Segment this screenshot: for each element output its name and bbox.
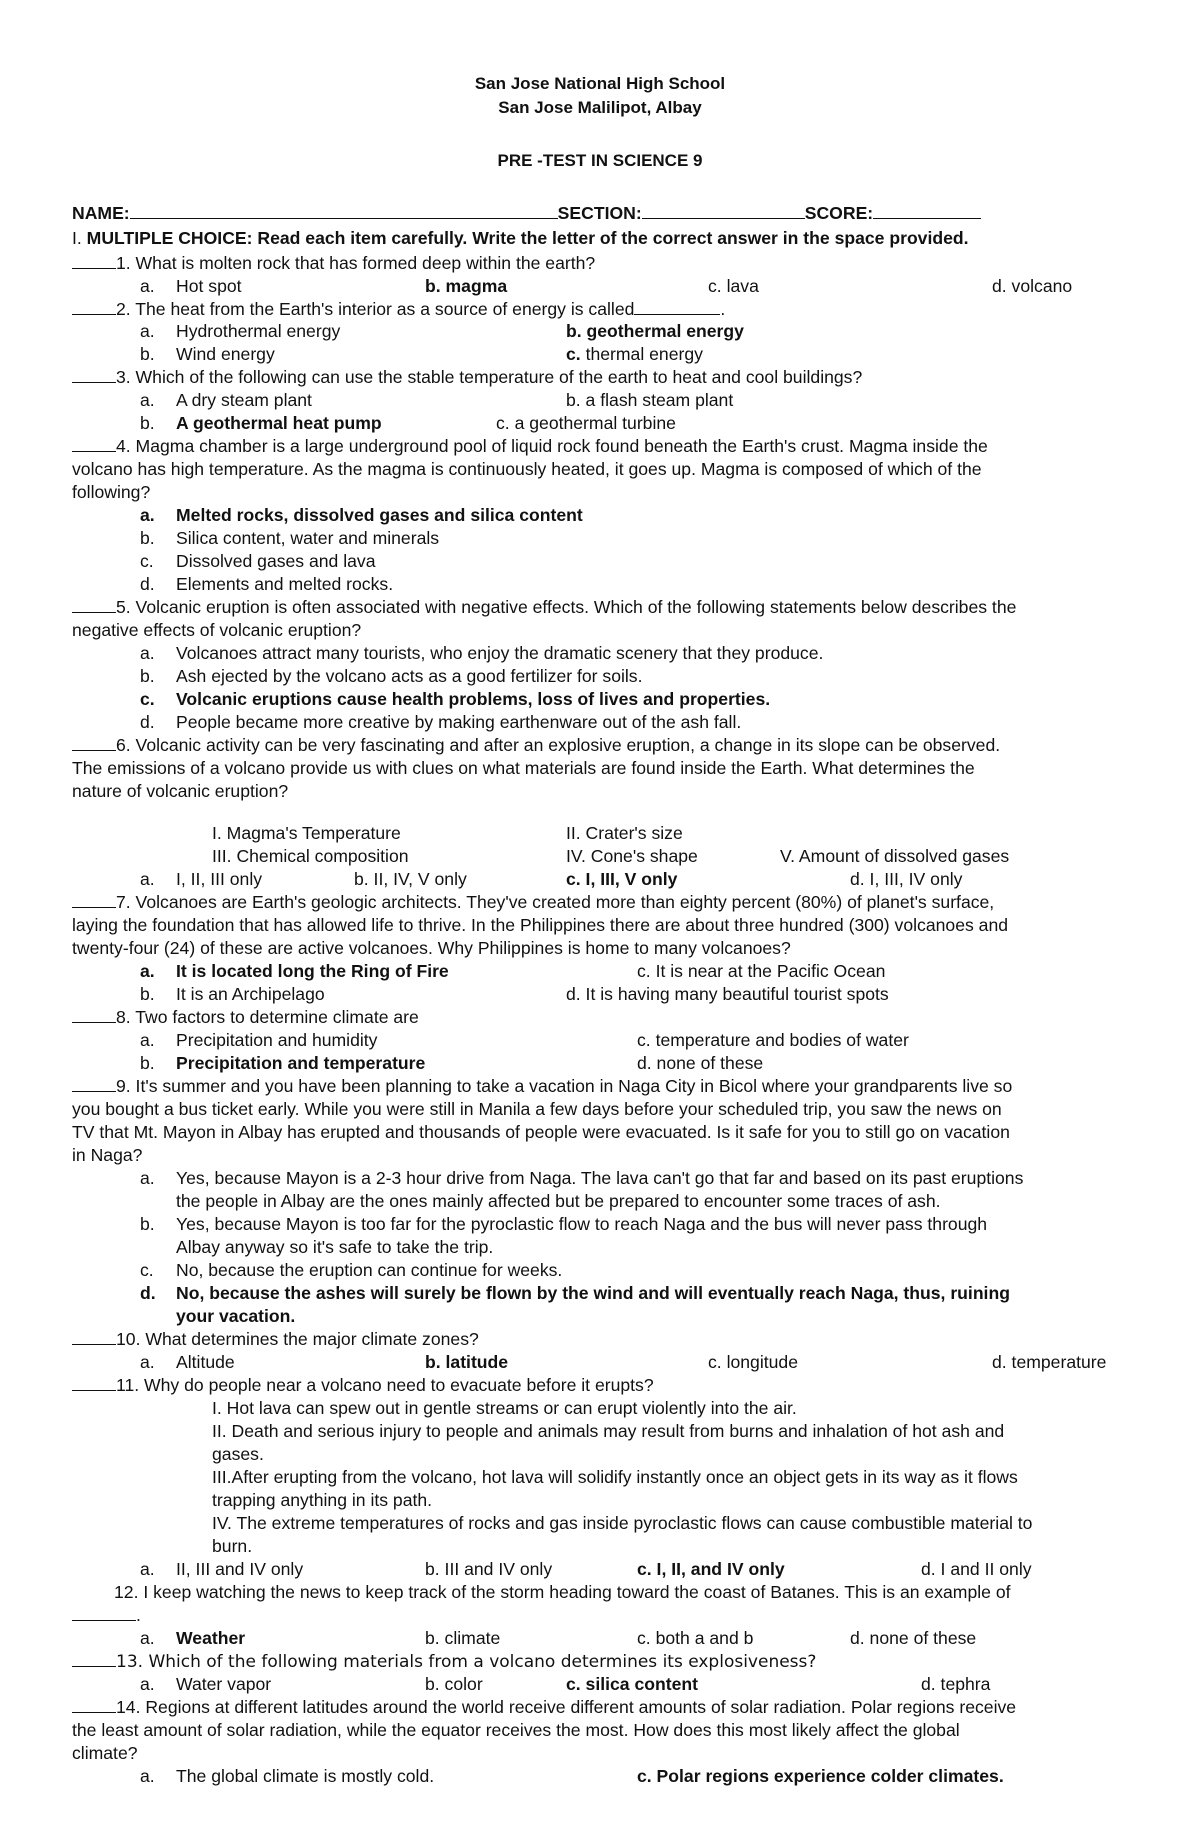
question-stem-cont: laying the foundation that has allowed life to thrive. In the Philippines there are about three hundred (300) volcanoes and xyxy=(72,915,1009,935)
answer-blank[interactable] xyxy=(72,596,116,613)
statement-ii: II. Crater's size xyxy=(566,823,683,843)
choice-letter: b. xyxy=(140,666,155,686)
question-stem-cont: twenty-four (24) of these are active volcanoes. Why Philippines is home to many volcanoes? xyxy=(72,938,791,958)
question-stem-cont: following? xyxy=(72,482,151,502)
choice-b-row: A geothermal heat pump xyxy=(176,413,382,433)
choice-c: c. temperature and bodies of water xyxy=(637,1030,909,1050)
answer-blank[interactable] xyxy=(72,1696,116,1713)
answer-blank[interactable] xyxy=(72,1006,116,1023)
choice-letter: c. xyxy=(566,344,581,364)
stem-end: . xyxy=(136,1605,141,1625)
question-stem-cont: you bought a bus ticket early. While you were still in Manila a few days before your scheduled trip, you saw the news on xyxy=(72,1099,1002,1119)
question-stem: 11. Why do people near a volcano need to evacuate before it erupts? xyxy=(116,1375,654,1395)
question-7 xyxy=(72,891,994,913)
statement-iii: III. Chemical composition xyxy=(212,846,409,866)
statement-ii-cont: gases. xyxy=(212,1444,264,1464)
instructions xyxy=(72,227,969,249)
choice-b: It is an Archipelago xyxy=(176,984,325,1004)
answer-blank[interactable] xyxy=(72,891,116,908)
choice-c: c. a geothermal turbine xyxy=(496,413,676,433)
choice-d: d. It is having many beautiful tourist spots xyxy=(566,984,889,1004)
choice-d: d. I and II only xyxy=(921,1559,1032,1579)
question-stem-cont: negative effects of volcanic eruption? xyxy=(72,620,362,640)
name-label: NAME: xyxy=(72,203,130,223)
question-1 xyxy=(72,252,595,274)
choice-letter: a. xyxy=(140,1674,155,1694)
answer-blank[interactable] xyxy=(72,1075,116,1092)
choice-d: Elements and melted rocks. xyxy=(176,574,394,594)
choice-a: Hydrothermal energy xyxy=(176,321,341,341)
question-14 xyxy=(72,1696,1016,1718)
question-8 xyxy=(72,1006,419,1028)
question-11 xyxy=(72,1374,654,1396)
choice-c: c. Polar regions experience colder climates. xyxy=(637,1766,1004,1786)
choice-letter: c. xyxy=(140,1260,154,1280)
question-stem-cont: volcano has high temperature. As the magma is continuously heated, it goes up. Magma is composed of which of the xyxy=(72,459,982,479)
statement-i: I. Hot lava can spew out in gentle streams or can erupt violently into the air. xyxy=(212,1398,797,1418)
choice-d: d. none of these xyxy=(850,1628,977,1648)
choice-b: b. latitude xyxy=(425,1352,509,1372)
choice-letter: d. xyxy=(140,712,155,732)
choice-c: Dissolved gases and lava xyxy=(176,551,376,571)
question-9 xyxy=(72,1075,1012,1097)
score-blank[interactable] xyxy=(873,202,981,219)
choice-letter: a. xyxy=(140,390,155,410)
instructions-text: : Read each item carefully. Write the letter of the correct answer in the space provided. xyxy=(246,228,969,248)
choice-b: b. color xyxy=(425,1674,483,1694)
question-stem-cont: climate? xyxy=(72,1743,138,1763)
statement-i: I. Magma's Temperature xyxy=(212,823,401,843)
question-3 xyxy=(72,366,862,388)
choice-a: Hot spot xyxy=(176,276,242,296)
choice-a: A dry steam plant xyxy=(176,390,312,410)
answer-blank[interactable] xyxy=(72,1328,116,1345)
question-stem: 2. The heat from the Earth's interior as a source of energy is called xyxy=(116,299,635,319)
choice-letter: a. xyxy=(140,1352,155,1372)
choice-b: Precipitation and temperature xyxy=(176,1053,426,1073)
choice-c: c. lava xyxy=(708,276,759,296)
choice-a: Melted rocks, dissolved gases and silica content xyxy=(176,505,583,525)
choice-b: b. climate xyxy=(425,1628,501,1648)
school-address: San Jose Malilipot, Albay xyxy=(498,98,702,117)
choice-a: Yes, because Mayon is a 2-3 hour drive from Naga. The lava can't go that far and based on its past eruptions xyxy=(176,1168,1024,1188)
choice-letter: b. xyxy=(140,413,155,433)
choice-letter: b. xyxy=(140,1053,155,1073)
question-stem: 13. Which of the following materials from a volcano determines its explosiveness? xyxy=(116,1652,817,1672)
choice-a: II, III and IV only xyxy=(176,1559,304,1579)
question-stem: 6. Volcanic activity can be very fascinating and after an explosive eruption, a change in its slope can be observed. xyxy=(116,735,1001,755)
question-stem-cont: the least amount of solar radiation, while the equator receives the most. How does this most likely affect the global xyxy=(72,1720,960,1740)
choice-c: Volcanic eruptions cause health problems, loss of lives and properties. xyxy=(176,689,771,709)
choice-d: No, because the ashes will surely be flown by the wind and will eventually reach Naga, thus, ruining xyxy=(176,1283,1010,1303)
choice-d: d. none of these xyxy=(637,1053,764,1073)
statement-iv: IV. The extreme temperatures of rocks and gas inside pyroclastic flows can cause combustible material to xyxy=(212,1513,1033,1533)
answer-blank[interactable] xyxy=(72,1374,116,1391)
answer-blank[interactable] xyxy=(72,252,116,269)
statement-iii: III.After erupting from the volcano, hot lava will solidify instantly once an object gets in its way as it flows xyxy=(212,1467,1018,1487)
answer-blank[interactable] xyxy=(72,1650,116,1667)
choice-letter: a. xyxy=(140,321,155,341)
choice-a: The global climate is mostly cold. xyxy=(176,1766,435,1786)
choice-letter: b. xyxy=(140,528,155,548)
choice-letter: c. xyxy=(140,551,154,571)
choice-a: I, II, III only xyxy=(176,869,263,889)
choice-d: d. volcano xyxy=(992,276,1073,296)
choice-b: Ash ejected by the volcano acts as a good fertilizer for soils. xyxy=(176,666,643,686)
question-stem: 5. Volcanic eruption is often associated with negative effects. Which of the following statements below describes the xyxy=(116,597,1017,617)
choice-letter: a. xyxy=(140,1628,155,1648)
question-stem-cont: nature of volcanic eruption? xyxy=(72,781,289,801)
choice-a: Volcanoes attract many tourists, who enjoy the dramatic scenery that they produce. xyxy=(176,643,824,663)
answer-blank[interactable] xyxy=(72,366,116,383)
instructions-type: MULTIPLE CHOICE xyxy=(86,228,247,248)
question-stem: 8. Two factors to determine climate are xyxy=(116,1007,419,1027)
choice-a: Weather xyxy=(176,1628,246,1648)
choice-b-row: Wind energy xyxy=(176,344,275,364)
name-blank[interactable] xyxy=(130,202,558,219)
choice-c: c. longitude xyxy=(708,1352,798,1372)
question-stem: 3. Which of the following can use the stable temperature of the earth to heat and cool buildings? xyxy=(116,367,863,387)
question-stem-cont: The emissions of a volcano provide us with clues on what materials are found inside the Earth. What determines the xyxy=(72,758,975,778)
question-13 xyxy=(72,1650,816,1673)
choice-letter: a. xyxy=(140,276,155,296)
choice-c: c. I, II, and IV only xyxy=(637,1559,785,1579)
answer-blank[interactable] xyxy=(72,734,116,751)
choice-b: b. II, IV, V only xyxy=(354,869,467,889)
choice-text: thermal energy xyxy=(580,344,703,364)
choice-letter: d. xyxy=(140,574,155,594)
answer-blank[interactable] xyxy=(72,435,116,452)
choice-d: d. tephra xyxy=(921,1674,991,1694)
fill-blank xyxy=(634,298,720,315)
choice-c: c. I, III, V only xyxy=(566,869,678,889)
choice-c: c. both a and b xyxy=(637,1628,754,1648)
fill-blank xyxy=(72,1604,136,1621)
choice-letter: a. xyxy=(140,961,155,981)
choice-letter: a. xyxy=(140,869,155,889)
choice-letter: a. xyxy=(140,505,155,525)
question-stem: 10. What determines the major climate zones? xyxy=(116,1329,479,1349)
question-10 xyxy=(72,1328,479,1350)
choice-b-cont: Albay anyway so it's safe to take the trip. xyxy=(176,1237,494,1257)
question-stem-cont: in Naga? xyxy=(72,1145,143,1165)
test-title: PRE -TEST IN SCIENCE 9 xyxy=(497,151,703,170)
choice-letter: a. xyxy=(140,1168,155,1188)
choice-letter: c. xyxy=(140,689,155,709)
question-stem: 14. Regions at different latitudes around the world receive different amounts of solar radiation. Polar regions receive xyxy=(116,1697,1017,1717)
statement-ii: II. Death and serious injury to people and animals may result from burns and inhalation of hot ash and xyxy=(212,1421,1005,1441)
choice-b: b. geothermal energy xyxy=(566,321,744,341)
question-12-cont xyxy=(72,1604,141,1626)
choice-c xyxy=(566,343,703,365)
section-label: SECTION: xyxy=(557,203,642,223)
choice-a: It is located long the Ring of Fire xyxy=(176,961,449,981)
choice-letter: d. xyxy=(140,1283,156,1303)
choice-b: Yes, because Mayon is too far for the pyroclastic flow to reach Naga and the bus will never pass through xyxy=(176,1214,988,1234)
choice-b: b. a flash steam plant xyxy=(566,390,734,410)
choice-letter: b. xyxy=(140,1214,155,1234)
choice-d: d. temperature xyxy=(992,1352,1107,1372)
stem-end: . xyxy=(720,299,726,319)
choice-letter: b. xyxy=(140,344,155,364)
choice-d: d. I, III, IV only xyxy=(850,869,963,889)
choice-letter: a. xyxy=(140,1766,155,1786)
choice-d-cont: your vacation. xyxy=(176,1306,296,1326)
choice-letter: a. xyxy=(140,1559,155,1579)
choice-c: c. silica content xyxy=(566,1674,698,1694)
choice-c: c. It is near at the Pacific Ocean xyxy=(637,961,886,981)
question-2 xyxy=(72,298,725,320)
question-stem: 9. It's summer and you have been planning to take a vacation in Naga City in Bicol where your grandparents live so xyxy=(116,1076,1013,1096)
score-label: SCORE: xyxy=(804,203,874,223)
choice-a: Water vapor xyxy=(176,1674,272,1694)
choice-a: Altitude xyxy=(176,1352,235,1372)
question-stem: 1. What is molten rock that has formed deep within the earth? xyxy=(116,253,596,273)
instructions-prefix: I. xyxy=(72,228,87,248)
school-name: San Jose National High School xyxy=(474,74,726,93)
statement-iii-cont: trapping anything in its path. xyxy=(212,1490,433,1510)
question-4 xyxy=(72,435,988,457)
question-6 xyxy=(72,734,1000,756)
statement-iv: IV. Cone's shape xyxy=(566,846,698,866)
choice-b: b. III and IV only xyxy=(425,1559,553,1579)
choice-letter: a. xyxy=(140,1030,155,1050)
answer-blank[interactable] xyxy=(72,298,116,315)
section-blank[interactable] xyxy=(642,202,805,219)
choice-letter: b. xyxy=(140,984,155,1004)
statement-v: V. Amount of dissolved gases xyxy=(780,846,1010,866)
question-stem: 7. Volcanoes are Earth's geologic architects. They've created more than eighty percent (80%) of planet's surface, xyxy=(116,892,995,912)
choice-a: Precipitation and humidity xyxy=(176,1030,378,1050)
question-5 xyxy=(72,596,1016,618)
question-12: 12. I keep watching the news to keep track of the storm heading toward the coast of Batanes. This is an example of xyxy=(114,1582,1011,1602)
choice-letter: a. xyxy=(140,643,155,663)
student-info-line xyxy=(72,202,981,224)
question-stem: 4. Magma chamber is a large underground pool of liquid rock found beneath the Earth's crust. Magma inside the xyxy=(116,436,988,456)
choice-b: b. magma xyxy=(425,276,508,296)
statement-iv-cont: burn. xyxy=(212,1536,253,1556)
choice-c: No, because the eruption can continue for weeks. xyxy=(176,1260,563,1280)
choice-d: People became more creative by making earthenware out of the ash fall. xyxy=(176,712,742,732)
choice-b: Silica content, water and minerals xyxy=(176,528,440,548)
question-stem-cont: TV that Mt. Mayon in Albay has erupted and thousands of people were evacuated. Is it safe for you to still go on vacation xyxy=(72,1122,1010,1142)
choice-a-cont: the people in Albay are the ones mainly affected but be prepared to encounter some traces of ash. xyxy=(176,1191,941,1211)
